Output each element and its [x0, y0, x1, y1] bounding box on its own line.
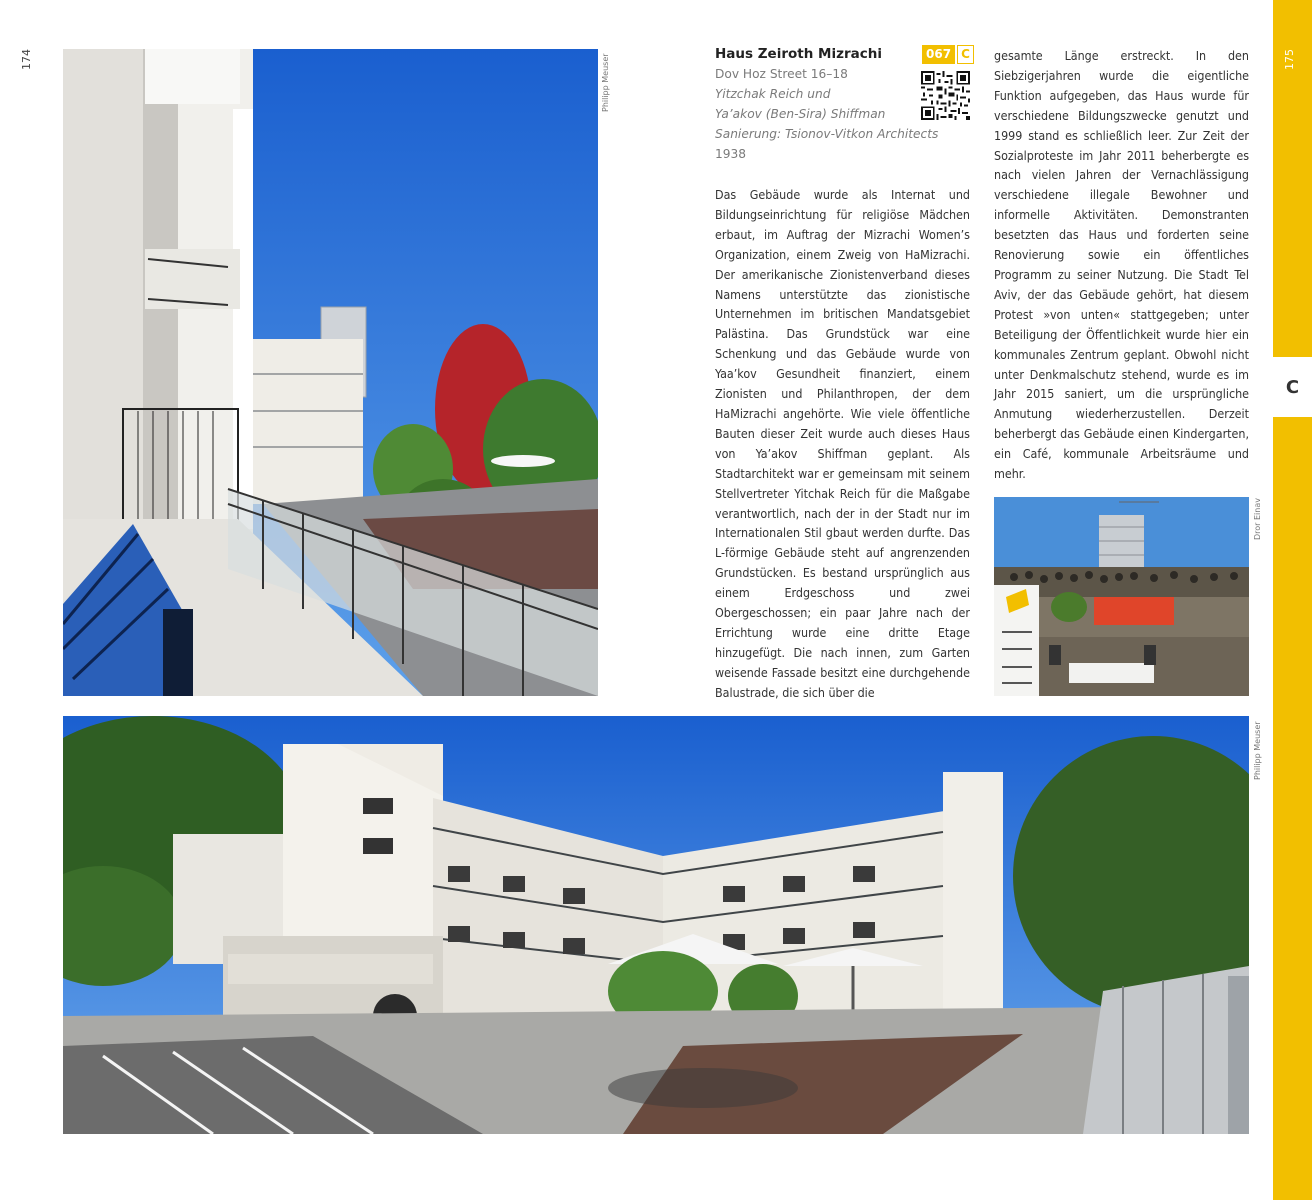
page-number-right: 175 — [1283, 49, 1296, 70]
entry-title: Haus Zeiroth Mizrachi — [715, 46, 882, 62]
photo-credit-top-left: Philipp Meuser — [601, 53, 610, 112]
protest-photo — [994, 497, 1249, 696]
entry-architect-line1: Yitzchak Reich und — [715, 87, 831, 101]
entry-architect-line2: Ya’akov (Ben-Sira) Shiffman — [715, 107, 886, 121]
entry-address: Dov Hoz Street 16–18 — [715, 67, 848, 81]
courtyard-panorama-photo — [63, 716, 1249, 1134]
qr-code-icon[interactable] — [921, 71, 970, 120]
entry-number: 067 — [922, 45, 955, 64]
body-text-column-2 — [994, 46, 1249, 484]
balcony-photo — [63, 49, 598, 696]
body-text-column-1 — [715, 185, 970, 703]
body-paragraph-2: gesamte Länge erstreckt. In den Siebzigerjahren wurde die eigentliche Funktion aufgegeben, das Haus wurde für verschiedene Bildungszwecke genutzt und 1999 stand es schließlich leer. Zur Zeit der Sozialproteste im Jahr 2011 beherbergte es nach vielen Jahren der Vernachlässigung verschiedene illegale Bewohner und informelle Aktivitäten. Demonstranten besetzten das Haus und forderten seine Renovierung sowie ein öffentliches Programm zu seiner Nutzung. Die Stadt Tel Aviv, der das Gebäude gehört, hat diesem Protest »von unten« stattgegeben; unter Beteiligung der Öffentlichkeit wurde hier ein kommunales Zentrum geplant. Obwohl nicht unter Denkmalschutz stehend, wurde es im Jahr 2015 saniert, um die ursprüngliche Anmutung wiederherzustellen. Derzeit beherbergt das Gebäude einen Kindergarten, ein Café, kommunale Arbeitsräume und mehr. — [994, 48, 1249, 482]
page-number-left: 174 — [20, 49, 33, 70]
entry-letter: C — [957, 45, 974, 64]
entry-year: 1938 — [715, 147, 747, 161]
section-sidebar — [1273, 0, 1312, 1200]
section-letter: C — [1285, 376, 1300, 398]
photo-credit-small: Dror Einav — [1253, 498, 1262, 540]
photo-credit-bottom: Philipp Meuser — [1253, 721, 1262, 780]
entry-renovation: Sanierung: Tsionov-Vitkon Architects — [715, 127, 939, 141]
body-paragraph-1: Das Gebäude wurde als Internat und Bildungseinrichtung für religiöse Mädchen erbaut, im Auftrag der Mizrachi Women’s Organization, einem Zweig von HaMizrachi. Der amerikanische Zionistenverband dieses Namens unterstützte das zionistische Unternehmen im britischen Mandatsgebiet Palästina. Das Grundstück war eine Schenkung und das Gebäude wurde von Yaa’kov Gesundheit finanziert, einem Zionisten und Philanthropen, der dem HaMizrachi angehörte. Wie viele öffentliche Bauten dieser Zeit wurde auch dieses Haus von Ya’akov Shiffman geplant. Als Stadtarchitekt war er gemeinsam mit seinem Stellvertreter Yitchak Reich für die Maßgabe verantwortlich, nach der in der Stadt nur im Internationalen Stil gbaut werden durfte. Das L-förmige Gebäude steht auf angrenzenden Grundstücken. Es bestand ursprünglich aus einem Erdgeschoss und zwei Obergeschossen; ein paar Jahre nach der Errichtung wurde eine dritte Etage hinzugefügt. Die nach innen, zum Garten weisende Fassade besitzt eine durchgehende Balustrade, die sich über die — [715, 187, 970, 700]
entry-badge — [922, 45, 974, 64]
